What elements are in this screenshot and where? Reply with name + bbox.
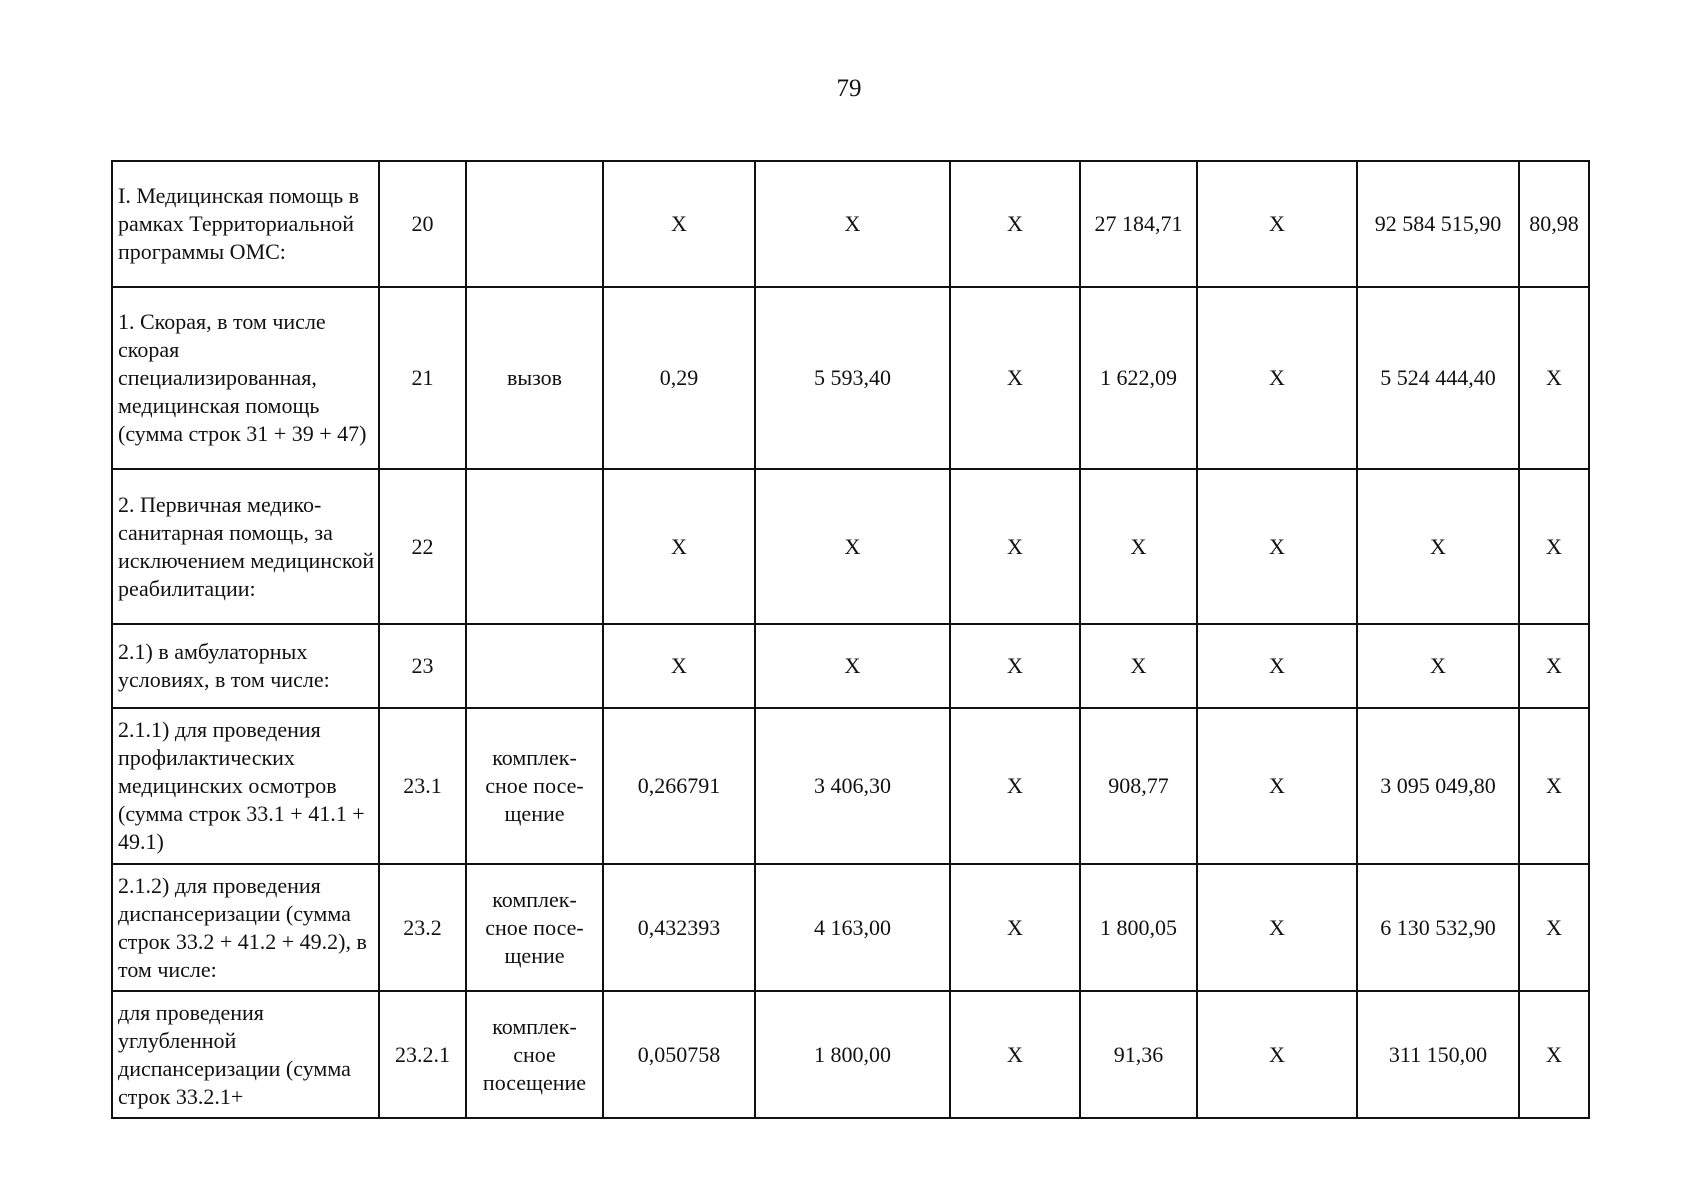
- row-unit: [466, 469, 603, 624]
- cell-col-1: 0,266791: [603, 708, 755, 864]
- row-unit: [466, 624, 603, 708]
- cell-col-4: 1 622,09: [1080, 287, 1197, 469]
- table-row: [112, 161, 1589, 287]
- cell-col-4: 91,36: [1080, 991, 1197, 1118]
- row-number: 23.2: [379, 864, 466, 991]
- cell-col-1: X: [603, 624, 755, 708]
- row-number: 20: [379, 161, 466, 287]
- cell-col-7: X: [1519, 991, 1589, 1118]
- cell-col-7: 80,98: [1519, 161, 1589, 287]
- cell-col-3: X: [950, 161, 1080, 287]
- row-name: 2.1.1) для проведения профилактических медицинских осмотров (сумма строк 33.1 + 41.1 + 49.1): [112, 708, 379, 864]
- row-number: 21: [379, 287, 466, 469]
- cell-col-3: X: [950, 469, 1080, 624]
- cell-col-5: X: [1197, 469, 1357, 624]
- table-row: [112, 287, 1589, 469]
- page-number: 79: [836, 75, 862, 102]
- cell-col-5: X: [1197, 624, 1357, 708]
- row-unit: комплек-сное посещение: [466, 991, 603, 1118]
- row-number: 23.1: [379, 708, 466, 864]
- cell-col-7: X: [1519, 287, 1589, 469]
- row-unit: [466, 161, 603, 287]
- cell-col-1: X: [603, 469, 755, 624]
- cell-col-6: 3 095 049,80: [1357, 708, 1519, 864]
- cell-col-3: X: [950, 708, 1080, 864]
- cell-col-3: X: [950, 991, 1080, 1118]
- cell-col-5: X: [1197, 287, 1357, 469]
- table-row: [112, 469, 1589, 624]
- table-row: [112, 708, 1589, 864]
- row-number: 23.2.1: [379, 991, 466, 1118]
- cell-col-5: X: [1197, 161, 1357, 287]
- cell-col-6: 6 130 532,90: [1357, 864, 1519, 991]
- cell-col-5: X: [1197, 864, 1357, 991]
- cell-col-4: X: [1080, 469, 1197, 624]
- row-unit: вызов: [466, 287, 603, 469]
- row-number: 22: [379, 469, 466, 624]
- cell-col-6: 5 524 444,40: [1357, 287, 1519, 469]
- medical-care-table: [111, 160, 1590, 1119]
- cell-col-3: X: [950, 624, 1080, 708]
- table-row: [112, 991, 1589, 1118]
- cell-col-2: X: [755, 161, 950, 287]
- cell-col-7: X: [1519, 469, 1589, 624]
- cell-col-1: 0,050758: [603, 991, 755, 1118]
- row-name: 2. Первичная медико-санитарная помощь, за исключением медицинской реабилитации:: [112, 469, 379, 624]
- cell-col-5: X: [1197, 708, 1357, 864]
- cell-col-1: 0,29: [603, 287, 755, 469]
- row-number: 23: [379, 624, 466, 708]
- cell-col-6: 92 584 515,90: [1357, 161, 1519, 287]
- row-name: для проведения углубленной диспансеризации (сумма строк 33.2.1+: [112, 991, 379, 1118]
- cell-col-4: 1 800,05: [1080, 864, 1197, 991]
- cell-col-2: 4 163,00: [755, 864, 950, 991]
- row-name: 2.1) в амбулаторных условиях, в том числе:: [112, 624, 379, 708]
- cell-col-3: X: [950, 864, 1080, 991]
- cell-col-2: 3 406,30: [755, 708, 950, 864]
- row-unit: комплек-сное посе-щение: [466, 864, 603, 991]
- cell-col-4: 27 184,71: [1080, 161, 1197, 287]
- cell-col-2: 5 593,40: [755, 287, 950, 469]
- cell-col-1: 0,432393: [603, 864, 755, 991]
- cell-col-1: X: [603, 161, 755, 287]
- cell-col-6: X: [1357, 469, 1519, 624]
- cell-col-3: X: [950, 287, 1080, 469]
- cell-col-2: X: [755, 624, 950, 708]
- row-name: I. Медицинская помощь в рамках Территориальной программы ОМС:: [112, 161, 379, 287]
- table-body: [112, 161, 1589, 1118]
- cell-col-2: 1 800,00: [755, 991, 950, 1118]
- table-row: [112, 624, 1589, 708]
- cell-col-4: 908,77: [1080, 708, 1197, 864]
- cell-col-7: X: [1519, 624, 1589, 708]
- cell-col-7: X: [1519, 864, 1589, 991]
- cell-col-6: X: [1357, 624, 1519, 708]
- row-name: 2.1.2) для проведения диспансеризации (сумма строк 33.2 + 41.2 + 49.2), в том числе:: [112, 864, 379, 991]
- row-name: 1. Скорая, в том числе скорая специализированная, медицинская помощь (сумма строк 31 + 39 + 47): [112, 287, 379, 469]
- cell-col-4: X: [1080, 624, 1197, 708]
- row-unit: комплек-сное посе-щение: [466, 708, 603, 864]
- cell-col-6: 311 150,00: [1357, 991, 1519, 1118]
- cell-col-2: X: [755, 469, 950, 624]
- table-row: [112, 864, 1589, 991]
- cell-col-7: X: [1519, 708, 1589, 864]
- cell-col-5: X: [1197, 991, 1357, 1118]
